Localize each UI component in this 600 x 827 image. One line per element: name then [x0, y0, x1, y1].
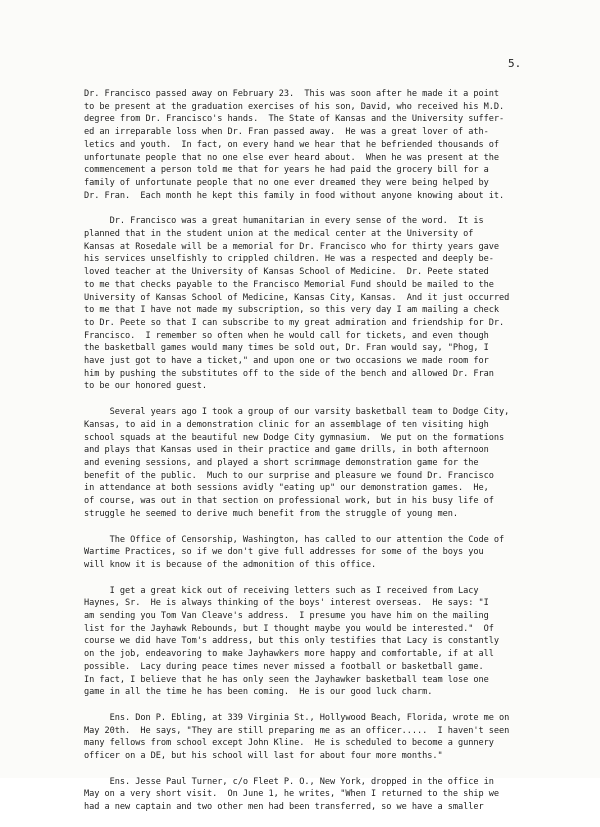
text-line: Dr. Fran. Each month he kept this family in food without anyone knowing about it. — [84, 190, 505, 201]
text-line: him by pushing the substitutes off to the side of the bench and allowed Dr. Fran — [84, 368, 494, 379]
text-line: Several years ago I took a group of our varsity basketball team to Dodge City, — [84, 407, 510, 418]
text-line: have just got to have a ticket," and upon one or two occasions we made room for — [84, 356, 489, 367]
text-line: Ens. Don P. Ebling, at 339 Virginia St., Hollywood Beach, Florida, wrote me on — [84, 712, 510, 723]
text-line: game in all the time he has been coming. He is our good luck charm. — [84, 687, 433, 698]
text-line: May 20th. He says, "They are still preparing me as an officer..... I haven't seen — [84, 725, 510, 736]
text-line: The Office of Censorship, Washington, has called to our attention the Code of — [84, 534, 505, 545]
text-line: I get a great kick out of receiving letters such as I received from Lacy — [84, 585, 479, 596]
paragraph — [84, 406, 548, 520]
text-line: and plays that Kansas used in their practice and game drills, in both afternoon — [84, 445, 489, 456]
text-line: his services unselfishly to crippled children. He was a respected and deeply be- — [84, 254, 494, 265]
text-line: and evening sessions, and played a short scrimmage demonstration game for the — [84, 457, 479, 468]
text-line: unfortunate people that no one else ever heard about. When he was present at the — [84, 152, 500, 163]
text-line: the basketball games would many times be sold out, Dr. Fran would say, "Phog, I — [84, 343, 489, 354]
paragraph — [84, 88, 548, 202]
text-line: In fact, I believe that he has only seen the Jayhawker basketball team lose one — [84, 674, 489, 685]
text-line: University of Kansas School of Medicine, Kansas City, Kansas. And it just occurred — [84, 292, 510, 303]
text-line: list for the Jayhawk Rebounds, but I thought maybe you would be interested." Of — [84, 623, 494, 634]
text-line: May on a very short visit. On June 1, he writes, "When I returned to the ship we — [84, 789, 500, 800]
paragraph — [84, 712, 548, 763]
text-line: commencement a person told me that for years he had paid the grocery bill for a — [84, 165, 489, 176]
text-line: Wartime Practices, so if we don't give full addresses for some of the boys you — [84, 547, 484, 558]
text-line: Kansas at Rosedale will be a memorial for Dr. Francisco who for thirty years gave — [84, 241, 500, 252]
page-number: 5. — [508, 57, 522, 70]
text-line: on the job, endeavoring to make Jayhawkers more happy and comfortable, if at all — [84, 649, 494, 660]
text-line: ed an irreparable loss when Dr. Fran passed away. He was a great lover of ath- — [84, 127, 489, 138]
text-line: officer on a DE, but his school will last for about four more months." — [84, 751, 443, 762]
text-line: to be present at the graduation exercises of his son, David, who received his M.D. — [84, 101, 505, 112]
text-line: in attendance at both sessions avidly "eating up" our demonstration games. He, — [84, 483, 489, 494]
text-line: of course, was out in that section on professional work, but in his busy life of — [84, 496, 494, 507]
paragraph — [84, 776, 548, 814]
text-line: degree from Dr. Francisco's hands. The State of Kansas and the University suffer- — [84, 114, 505, 125]
text-line: possible. Lacy during peace times never missed a football or basketball game. — [84, 661, 484, 672]
text-line: Dr. Francisco was a great humanitarian in every sense of the word. It is — [84, 216, 484, 227]
text-line: loved teacher at the University of Kansas School of Medicine. Dr. Peete stated — [84, 267, 489, 278]
text-line: to be our honored guest. — [84, 381, 207, 392]
text-line: school squads at the beautiful new Dodge City gymnasium. We put on the formations — [84, 432, 505, 443]
text-line: family of unfortunate people that no one ever dreamed they were being helped by — [84, 177, 489, 188]
text-line: am sending you Tom Van Cleave's address. I presume you have him on the mailing — [84, 611, 489, 622]
text-line: Dr. Francisco passed away on February 23. This was soon after he made it a point — [84, 89, 500, 99]
text-line: will know it is because of the admonition of this office. — [84, 559, 377, 570]
paragraph — [84, 585, 548, 699]
text-line: to me that checks payable to the Francisco Memorial Fund should be mailed to the — [84, 279, 494, 290]
text-line: had a new captain and two other men had been transferred, so we have a smaller — [84, 802, 484, 813]
text-line: to Dr. Peete so that I can subscribe to my great admiration and friendship for Dr. — [84, 317, 505, 328]
text-line: to me that I have not made my subscription, so this very day I am mailing a check — [84, 305, 500, 316]
text-line: planned that in the student union at the medical center at the University of — [84, 229, 474, 240]
paragraph — [84, 534, 548, 572]
paragraph — [84, 215, 548, 393]
text-line: struggle he seemed to derive much benefit from the struggle of young men. — [84, 508, 459, 519]
text-line: letics and youth. In fact, on every hand we hear that he befriended thousands of — [84, 139, 500, 150]
text-line: benefit of the public. Much to our surprise and pleasure we found Dr. Francisco — [84, 470, 494, 481]
text-line: Kansas, to aid in a demonstration clinic for an assemblage of ten visiting high — [84, 419, 489, 430]
text-line: many fellows from school except John Kline. He is scheduled to become a gunnery — [84, 738, 494, 749]
text-line: Ens. Jesse Paul Turner, c/o Fleet P. O., New York, dropped in the office in — [84, 776, 494, 787]
document-body — [84, 88, 548, 827]
text-line: Haynes, Sr. He is always thinking of the boys' interest overseas. He says: "I — [84, 598, 489, 609]
text-line: course we did have Tom's address, but this only testifies that Lacy is constantly — [84, 636, 500, 647]
text-line: Francisco. I remember so often when he would call for tickets, and even though — [84, 330, 489, 341]
